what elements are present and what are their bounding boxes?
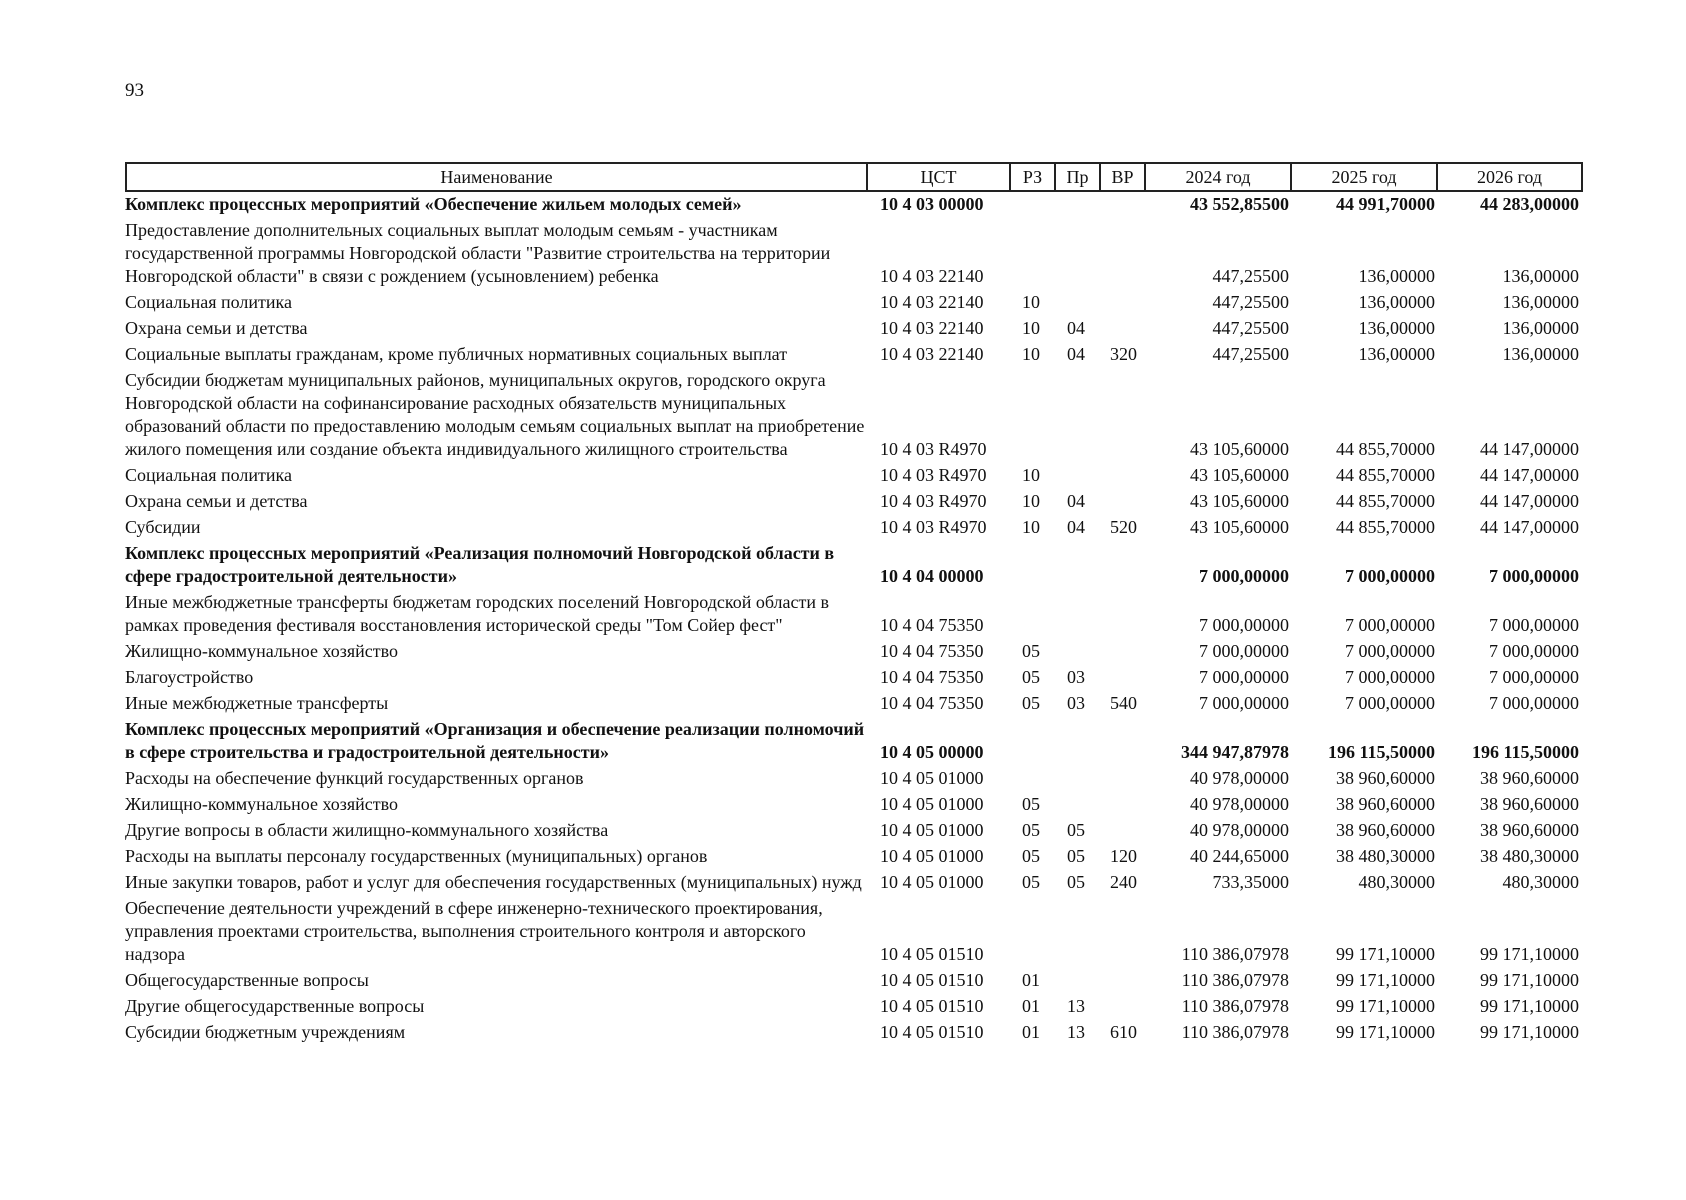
- table-row: [125, 1020, 1581, 1046]
- cell-y2024: 447,25500: [1212, 292, 1289, 312]
- cell-y2025: 480,30000: [1358, 872, 1435, 892]
- cell-vr: [1100, 896, 1145, 968]
- cell-y2026: 136,00000: [1502, 292, 1579, 312]
- cell-y2026: 38 960,60000: [1480, 794, 1579, 814]
- cell-name: Другие общегосударственные вопросы: [125, 996, 425, 1016]
- cell-vr: [1100, 368, 1145, 463]
- cell-y2026: 38 480,30000: [1480, 846, 1579, 866]
- cell-name: Социальные выплаты гражданам, кроме публичных нормативных социальных выплат: [125, 344, 788, 364]
- cell-y2026: 136,00000: [1502, 344, 1579, 364]
- cell-rz: 10: [1022, 318, 1040, 338]
- cell-vr: 240: [1110, 872, 1137, 892]
- cell-name: Иные межбюджетные трансферты бюджетам городских поселений Новгородской области в рамках проведения фестиваля восстановления исторической среды "Том Сойер фест": [125, 592, 829, 635]
- table-body: [125, 192, 1581, 1046]
- cell-cst: 10 4 05 01000: [880, 846, 984, 866]
- cell-y2025: 99 171,10000: [1336, 1022, 1435, 1042]
- cell-rz: 01: [1022, 996, 1040, 1016]
- table-row: [125, 368, 1581, 463]
- cell-cst: 10 4 05 01000: [880, 794, 984, 814]
- cell-y2024: 110 386,07978: [1181, 1022, 1289, 1042]
- cell-y2025: 99 171,10000: [1336, 944, 1435, 964]
- cell-name: Охрана семьи и детства: [125, 491, 308, 511]
- cell-vr: [1100, 290, 1145, 316]
- cell-cst: 10 4 04 00000: [880, 566, 984, 586]
- column-header-cst: ЦСТ: [867, 163, 1010, 191]
- cell-y2025: 38 960,60000: [1336, 820, 1435, 840]
- cell-pr: [1055, 463, 1100, 489]
- cell-y2024: 110 386,07978: [1181, 970, 1289, 990]
- column-header-name: Наименование: [126, 163, 867, 191]
- cell-name: Субсидии бюджетам муниципальных районов, муниципальных округов, городского округа Новгородской области на софинансирование расходных обязательств муниципальных образований области по предоставлению молодым семьям социальных выплат на приобретение жилого помещения или создание объекта индивидуального жилищного строительства: [125, 370, 865, 459]
- cell-pr: [1055, 766, 1100, 792]
- cell-y2026: 44 147,00000: [1480, 439, 1579, 459]
- cell-y2026: 7 000,00000: [1489, 566, 1579, 586]
- cell-y2024: 40 978,00000: [1190, 820, 1289, 840]
- table-row: [125, 463, 1581, 489]
- cell-y2025: 99 171,10000: [1336, 970, 1435, 990]
- cell-y2024: 7 000,00000: [1199, 641, 1289, 661]
- cell-rz: 01: [1022, 970, 1040, 990]
- cell-vr: [1100, 717, 1145, 766]
- table-row: [125, 691, 1581, 717]
- cell-name: Комплекс процессных мероприятий «Обеспечение жильем молодых семей»: [125, 194, 742, 214]
- cell-y2024: 7 000,00000: [1199, 693, 1289, 713]
- cell-rz: 05: [1022, 820, 1040, 840]
- cell-name: Расходы на выплаты персоналу государственных (муниципальных) органов: [125, 846, 708, 866]
- cell-rz: 05: [1022, 794, 1040, 814]
- cell-rz: [1010, 896, 1055, 968]
- table-row: [125, 590, 1581, 639]
- cell-cst: 10 4 03 22140: [880, 266, 984, 286]
- cell-rz: 05: [1022, 641, 1040, 661]
- cell-vr: [1100, 968, 1145, 994]
- table-row: [125, 968, 1581, 994]
- cell-y2025: 136,00000: [1358, 344, 1435, 364]
- cell-y2026: 196 115,50000: [1471, 742, 1579, 762]
- table-row: [125, 818, 1581, 844]
- cell-y2024: 7 000,00000: [1199, 667, 1289, 687]
- cell-pr: [1055, 290, 1100, 316]
- cell-vr: 320: [1110, 344, 1137, 364]
- cell-y2025: 136,00000: [1358, 266, 1435, 286]
- cell-pr: [1055, 968, 1100, 994]
- cell-name: Другие вопросы в области жилищно-коммунального хозяйства: [125, 820, 609, 840]
- cell-name: Расходы на обеспечение функций государственных органов: [125, 768, 584, 788]
- cell-y2024: 40 978,00000: [1190, 768, 1289, 788]
- cell-pr: 04: [1067, 318, 1085, 338]
- cell-name: Иные межбюджетные трансферты: [125, 693, 389, 713]
- cell-y2026: 99 171,10000: [1480, 1022, 1579, 1042]
- cell-rz: 05: [1022, 872, 1040, 892]
- cell-cst: 10 4 04 75350: [880, 615, 984, 635]
- cell-pr: [1055, 590, 1100, 639]
- cell-rz: 10: [1022, 465, 1040, 485]
- cell-y2025: 44 855,70000: [1336, 491, 1435, 511]
- cell-cst: 10 4 04 75350: [880, 693, 984, 713]
- cell-rz: [1010, 192, 1055, 218]
- cell-vr: [1100, 541, 1145, 590]
- cell-y2026: 44 283,00000: [1480, 194, 1579, 214]
- cell-cst: 10 4 05 01510: [880, 970, 984, 990]
- cell-name: Благоустройство: [125, 667, 254, 687]
- cell-name: Охрана семьи и детства: [125, 318, 308, 338]
- cell-y2024: 344 947,87978: [1181, 742, 1289, 762]
- cell-rz: [1010, 766, 1055, 792]
- cell-y2026: 7 000,00000: [1489, 641, 1579, 661]
- cell-cst: 10 4 03 R4970: [880, 517, 987, 537]
- cell-vr: [1100, 639, 1145, 665]
- cell-y2026: 480,30000: [1502, 872, 1579, 892]
- cell-y2025: 38 960,60000: [1336, 794, 1435, 814]
- cell-name: Общегосударственные вопросы: [125, 970, 369, 990]
- cell-y2025: 44 855,70000: [1336, 439, 1435, 459]
- cell-y2025: 7 000,00000: [1345, 615, 1435, 635]
- cell-rz: 10: [1022, 344, 1040, 364]
- cell-rz: 05: [1022, 846, 1040, 866]
- cell-name: Комплекс процессных мероприятий «Организация и обеспечение реализации полномочий в сфере строительства и градостроительной деятельности»: [125, 719, 865, 762]
- cell-rz: 05: [1022, 667, 1040, 687]
- column-header-pr: Пр: [1055, 163, 1100, 191]
- cell-y2026: 7 000,00000: [1489, 693, 1579, 713]
- cell-name: Обеспечение деятельности учреждений в сфере инженерно-технического проектирования, управления проектами строительства, выполнения строительного контроля и авторского надзора: [125, 898, 823, 964]
- cell-vr: 520: [1110, 517, 1137, 537]
- cell-cst: 10 4 03 22140: [880, 292, 984, 312]
- cell-rz: 10: [1022, 517, 1040, 537]
- cell-cst: 10 4 05 01000: [880, 872, 984, 892]
- cell-y2025: 44 855,70000: [1336, 465, 1435, 485]
- cell-cst: 10 4 03 22140: [880, 344, 984, 364]
- cell-vr: [1100, 792, 1145, 818]
- table-row: [125, 792, 1581, 818]
- cell-y2026: 136,00000: [1502, 318, 1579, 338]
- page-number: 93: [125, 80, 144, 101]
- cell-y2025: 99 171,10000: [1336, 996, 1435, 1016]
- cell-y2024: 110 386,07978: [1181, 996, 1289, 1016]
- cell-name: Жилищно-коммунальное хозяйство: [125, 794, 399, 814]
- cell-vr: [1100, 316, 1145, 342]
- cell-vr: [1100, 665, 1145, 691]
- cell-cst: 10 4 03 22140: [880, 318, 984, 338]
- cell-pr: [1055, 368, 1100, 463]
- cell-y2024: 447,25500: [1212, 266, 1289, 286]
- cell-pr: [1055, 218, 1100, 290]
- cell-rz: [1010, 717, 1055, 766]
- cell-pr: 03: [1067, 667, 1085, 687]
- table-row: [125, 766, 1581, 792]
- table-row: [125, 639, 1581, 665]
- table-row: [125, 218, 1581, 290]
- column-header-rz: РЗ: [1010, 163, 1055, 191]
- cell-y2024: 43 105,60000: [1190, 439, 1289, 459]
- cell-pr: 04: [1067, 491, 1085, 511]
- cell-y2026: 136,00000: [1502, 266, 1579, 286]
- cell-y2024: 110 386,07978: [1181, 944, 1289, 964]
- cell-pr: [1055, 717, 1100, 766]
- cell-y2026: 99 171,10000: [1480, 996, 1579, 1016]
- table-row-section: [125, 192, 1581, 218]
- column-header-2026: 2026 год: [1437, 163, 1582, 191]
- cell-y2026: 7 000,00000: [1489, 667, 1579, 687]
- cell-vr: [1100, 463, 1145, 489]
- cell-y2026: 99 171,10000: [1480, 944, 1579, 964]
- cell-y2024: 447,25500: [1212, 344, 1289, 364]
- cell-y2026: 38 960,60000: [1480, 768, 1579, 788]
- cell-pr: 13: [1067, 1022, 1085, 1042]
- table-row: [125, 844, 1581, 870]
- table-header: [125, 162, 1583, 192]
- cell-pr: [1055, 792, 1100, 818]
- cell-y2026: 38 960,60000: [1480, 820, 1579, 840]
- cell-y2026: 44 147,00000: [1480, 465, 1579, 485]
- cell-cst: 10 4 03 R4970: [880, 491, 987, 511]
- table-row: [125, 515, 1581, 541]
- cell-y2025: 7 000,00000: [1345, 693, 1435, 713]
- cell-y2024: 43 105,60000: [1190, 517, 1289, 537]
- cell-y2025: 136,00000: [1358, 318, 1435, 338]
- cell-vr: [1100, 192, 1145, 218]
- cell-y2025: 7 000,00000: [1345, 641, 1435, 661]
- table-row-section: [125, 541, 1581, 590]
- cell-rz: [1010, 368, 1055, 463]
- cell-rz: 10: [1022, 292, 1040, 312]
- cell-cst: 10 4 03 R4970: [880, 439, 987, 459]
- cell-rz: 10: [1022, 491, 1040, 511]
- cell-pr: 05: [1067, 846, 1085, 866]
- cell-cst: 10 4 05 01000: [880, 820, 984, 840]
- cell-vr: 540: [1110, 693, 1137, 713]
- cell-cst: 10 4 05 01510: [880, 996, 984, 1016]
- cell-vr: 610: [1110, 1022, 1137, 1042]
- cell-cst: 10 4 05 00000: [880, 742, 984, 762]
- table-row-section: [125, 717, 1581, 766]
- cell-pr: 05: [1067, 820, 1085, 840]
- column-header-2024: 2024 год: [1145, 163, 1291, 191]
- column-header-vr: ВР: [1100, 163, 1145, 191]
- cell-cst: 10 4 05 01510: [880, 1022, 984, 1042]
- cell-y2024: 40 244,65000: [1190, 846, 1289, 866]
- cell-vr: [1100, 218, 1145, 290]
- cell-pr: 04: [1067, 344, 1085, 364]
- cell-cst: 10 4 04 75350: [880, 641, 984, 661]
- table-row: [125, 290, 1581, 316]
- cell-pr: [1055, 541, 1100, 590]
- cell-name: Иные закупки товаров, работ и услуг для обеспечения государственных (муниципальных) нужд: [125, 872, 862, 892]
- cell-y2026: 44 147,00000: [1480, 517, 1579, 537]
- cell-pr: 04: [1067, 517, 1085, 537]
- cell-y2026: 7 000,00000: [1489, 615, 1579, 635]
- cell-vr: 120: [1110, 846, 1137, 866]
- cell-y2026: 99 171,10000: [1480, 970, 1579, 990]
- cell-name: Субсидии: [125, 517, 201, 537]
- cell-name: Жилищно-коммунальное хозяйство: [125, 641, 399, 661]
- cell-y2026: 44 147,00000: [1480, 491, 1579, 511]
- cell-cst: 10 4 05 01000: [880, 768, 984, 788]
- cell-y2025: 38 960,60000: [1336, 768, 1435, 788]
- header-row: [126, 163, 1582, 191]
- cell-cst: 10 4 03 00000: [880, 194, 984, 214]
- cell-rz: [1010, 218, 1055, 290]
- table-row: [125, 489, 1581, 515]
- cell-rz: [1010, 541, 1055, 590]
- cell-y2024: 447,25500: [1212, 318, 1289, 338]
- cell-y2024: 43 105,60000: [1190, 465, 1289, 485]
- cell-y2025: 38 480,30000: [1336, 846, 1435, 866]
- table-row: [125, 994, 1581, 1020]
- table-row: [125, 665, 1581, 691]
- cell-name: Социальная политика: [125, 465, 292, 485]
- cell-y2024: 43 105,60000: [1190, 491, 1289, 511]
- cell-vr: [1100, 590, 1145, 639]
- cell-y2025: 44 855,70000: [1336, 517, 1435, 537]
- cell-name: Предоставление дополнительных социальных выплат молодым семьям - участникам государственной программы Новгородской области "Развитие строительства на территории Новгородской области" в связи с рождением (усыновлением) ребенка: [125, 220, 831, 286]
- cell-rz: 05: [1022, 693, 1040, 713]
- cell-cst: 10 4 05 01510: [880, 944, 984, 964]
- cell-name: Социальная политика: [125, 292, 292, 312]
- cell-y2024: 40 978,00000: [1190, 794, 1289, 814]
- cell-pr: [1055, 192, 1100, 218]
- table-row: [125, 896, 1581, 968]
- cell-y2024: 43 552,85500: [1190, 194, 1289, 214]
- table-row: [125, 316, 1581, 342]
- cell-vr: [1100, 766, 1145, 792]
- budget-table: [125, 192, 1581, 1046]
- cell-vr: [1100, 994, 1145, 1020]
- cell-y2025: 44 991,70000: [1336, 194, 1435, 214]
- cell-pr: [1055, 896, 1100, 968]
- cell-cst: 10 4 04 75350: [880, 667, 984, 687]
- cell-name: Субсидии бюджетным учреждениям: [125, 1022, 406, 1042]
- cell-pr: [1055, 639, 1100, 665]
- cell-rz: [1010, 590, 1055, 639]
- cell-y2025: 136,00000: [1358, 292, 1435, 312]
- cell-y2024: 7 000,00000: [1199, 615, 1289, 635]
- cell-y2024: 7 000,00000: [1199, 566, 1289, 586]
- cell-vr: [1100, 818, 1145, 844]
- table-row: [125, 342, 1581, 368]
- cell-vr: [1100, 489, 1145, 515]
- cell-y2025: 196 115,50000: [1327, 742, 1435, 762]
- table-row: [125, 870, 1581, 896]
- cell-y2025: 7 000,00000: [1345, 566, 1435, 586]
- cell-y2024: 733,35000: [1212, 872, 1289, 892]
- cell-rz: 01: [1022, 1022, 1040, 1042]
- column-header-2025: 2025 год: [1291, 163, 1437, 191]
- cell-pr: 13: [1067, 996, 1085, 1016]
- cell-name: Комплекс процессных мероприятий «Реализация полномочий Новгородской области в сфере градостроительной деятельности»: [125, 543, 835, 586]
- cell-pr: 05: [1067, 872, 1085, 892]
- cell-pr: 03: [1067, 693, 1085, 713]
- cell-y2025: 7 000,00000: [1345, 667, 1435, 687]
- cell-cst: 10 4 03 R4970: [880, 465, 987, 485]
